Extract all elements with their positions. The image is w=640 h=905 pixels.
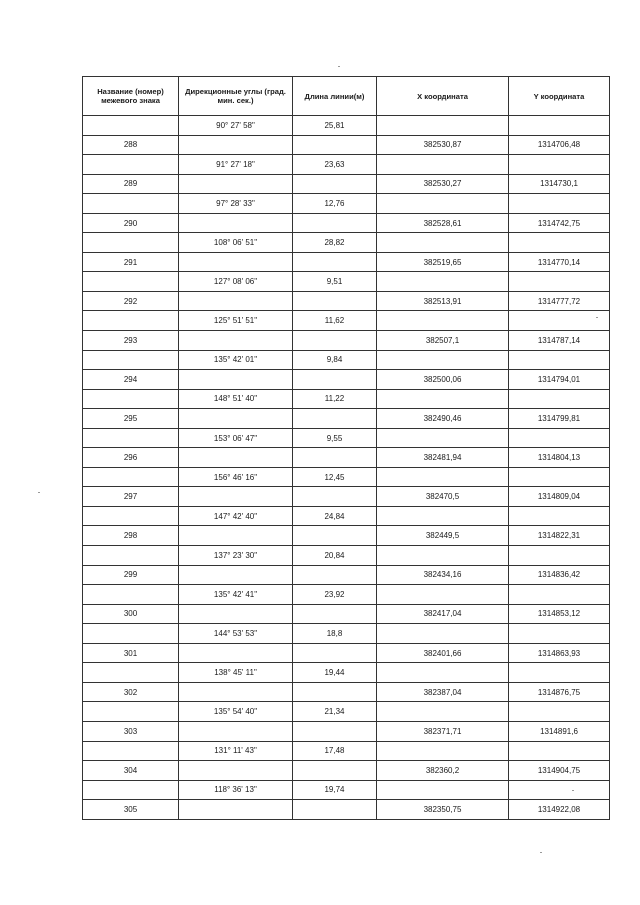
header-direction-angles: Дирекционные углы (град. мин. сек.)	[179, 77, 293, 116]
cell-boundary-mark: 292	[83, 291, 179, 311]
cell-x-coordinate	[377, 233, 509, 253]
cell-y-coordinate	[509, 389, 610, 409]
cell-y-coordinate: 1314876,75	[509, 682, 610, 702]
cell-y-coordinate: 1314787,14	[509, 331, 610, 351]
cell-y-coordinate	[509, 741, 610, 761]
cell-y-coordinate: 1314742,75	[509, 213, 610, 233]
cell-direction-angle	[179, 487, 293, 507]
cell-boundary-mark	[83, 624, 179, 644]
cell-direction-angle: 138° 45' 11"	[179, 663, 293, 683]
cell-x-coordinate: 382360,2	[377, 761, 509, 781]
table-row	[83, 409, 610, 429]
cell-line-length	[293, 721, 377, 741]
cell-line-length	[293, 331, 377, 351]
cell-line-length: 28,82	[293, 233, 377, 253]
cell-y-coordinate: 1314706,48	[509, 135, 610, 155]
table-row	[83, 213, 610, 233]
header-line-length: Длина линии(м)	[293, 77, 377, 116]
table-row	[83, 311, 610, 331]
table-row	[83, 585, 610, 605]
cell-direction-angle	[179, 252, 293, 272]
cell-boundary-mark	[83, 780, 179, 800]
cell-line-length: 23,63	[293, 155, 377, 175]
cell-boundary-mark	[83, 311, 179, 331]
table-row	[83, 272, 610, 292]
cell-y-coordinate: 1314799,81	[509, 409, 610, 429]
cell-line-length: 21,34	[293, 702, 377, 722]
cell-x-coordinate: 382350,75	[377, 800, 509, 820]
cell-direction-angle	[179, 565, 293, 585]
cell-x-coordinate	[377, 389, 509, 409]
cell-x-coordinate: 382401,66	[377, 643, 509, 663]
cell-x-coordinate	[377, 350, 509, 370]
cell-x-coordinate	[377, 467, 509, 487]
cell-x-coordinate	[377, 585, 509, 605]
coordinates-table	[82, 76, 610, 820]
table-row	[83, 487, 610, 507]
cell-direction-angle	[179, 409, 293, 429]
cell-boundary-mark	[83, 546, 179, 566]
cell-x-coordinate	[377, 272, 509, 292]
cell-line-length	[293, 213, 377, 233]
cell-y-coordinate: 1314794,01	[509, 370, 610, 390]
cell-y-coordinate	[509, 350, 610, 370]
cell-line-length: 19,44	[293, 663, 377, 683]
cell-y-coordinate	[509, 506, 610, 526]
cell-y-coordinate: 1314904,75	[509, 761, 610, 781]
table-row	[83, 663, 610, 683]
cell-direction-angle	[179, 800, 293, 820]
cell-direction-angle	[179, 526, 293, 546]
cell-y-coordinate	[509, 194, 610, 214]
cell-y-coordinate: 1314836,42	[509, 565, 610, 585]
cell-line-length	[293, 370, 377, 390]
cell-boundary-mark	[83, 702, 179, 722]
cell-boundary-mark: 288	[83, 135, 179, 155]
cell-x-coordinate: 382470,5	[377, 487, 509, 507]
cell-x-coordinate	[377, 194, 509, 214]
cell-line-length	[293, 643, 377, 663]
cell-line-length: 25,81	[293, 116, 377, 136]
cell-boundary-mark	[83, 741, 179, 761]
cell-direction-angle	[179, 135, 293, 155]
cell-line-length	[293, 604, 377, 624]
cell-line-length	[293, 487, 377, 507]
cell-x-coordinate: 382387,04	[377, 682, 509, 702]
cell-x-coordinate: 382449,5	[377, 526, 509, 546]
table-row	[83, 761, 610, 781]
cell-direction-angle: 97° 28' 33"	[179, 194, 293, 214]
cell-boundary-mark: 300	[83, 604, 179, 624]
cell-boundary-mark: 290	[83, 213, 179, 233]
cell-direction-angle	[179, 448, 293, 468]
cell-boundary-mark: 297	[83, 487, 179, 507]
cell-direction-angle: 118° 36' 13"	[179, 780, 293, 800]
cell-direction-angle: 108° 06' 51"	[179, 233, 293, 253]
table-row	[83, 721, 610, 741]
scan-speck	[38, 492, 40, 493]
cell-boundary-mark	[83, 663, 179, 683]
cell-line-length: 9,55	[293, 428, 377, 448]
table-row	[83, 370, 610, 390]
cell-boundary-mark	[83, 585, 179, 605]
cell-line-length: 17,48	[293, 741, 377, 761]
cell-x-coordinate: 382490,46	[377, 409, 509, 429]
cell-line-length	[293, 682, 377, 702]
cell-direction-angle	[179, 604, 293, 624]
cell-boundary-mark: 301	[83, 643, 179, 663]
cell-y-coordinate	[509, 780, 610, 800]
cell-boundary-mark: 289	[83, 174, 179, 194]
cell-boundary-mark: 293	[83, 331, 179, 351]
table-row	[83, 233, 610, 253]
table-row	[83, 643, 610, 663]
cell-boundary-mark	[83, 428, 179, 448]
cell-direction-angle: 144° 53' 53"	[179, 624, 293, 644]
cell-direction-angle: 153° 06' 47"	[179, 428, 293, 448]
cell-x-coordinate	[377, 311, 509, 331]
cell-line-length: 20,84	[293, 546, 377, 566]
cell-direction-angle	[179, 213, 293, 233]
table-row	[83, 780, 610, 800]
cell-line-length: 9,51	[293, 272, 377, 292]
table-row	[83, 448, 610, 468]
cell-y-coordinate: 1314822,31	[509, 526, 610, 546]
cell-line-length	[293, 291, 377, 311]
cell-boundary-mark	[83, 350, 179, 370]
cell-line-length: 18,8	[293, 624, 377, 644]
cell-direction-angle: 135° 54' 40"	[179, 702, 293, 722]
cell-x-coordinate: 382500,06	[377, 370, 509, 390]
table-row	[83, 682, 610, 702]
cell-x-coordinate	[377, 741, 509, 761]
table-row	[83, 604, 610, 624]
cell-x-coordinate: 382481,94	[377, 448, 509, 468]
cell-line-length: 12,76	[293, 194, 377, 214]
cell-line-length	[293, 526, 377, 546]
cell-line-length	[293, 135, 377, 155]
cell-line-length	[293, 800, 377, 820]
cell-x-coordinate: 382434,16	[377, 565, 509, 585]
cell-x-coordinate: 382371,71	[377, 721, 509, 741]
table-row	[83, 526, 610, 546]
cell-direction-angle	[179, 721, 293, 741]
cell-x-coordinate	[377, 116, 509, 136]
coordinates-table-body	[83, 77, 610, 820]
cell-y-coordinate: 1314777,72	[509, 291, 610, 311]
cell-y-coordinate	[509, 233, 610, 253]
cell-y-coordinate	[509, 467, 610, 487]
table-row	[83, 428, 610, 448]
cell-direction-angle: 137° 23' 30"	[179, 546, 293, 566]
cell-boundary-mark: 299	[83, 565, 179, 585]
cell-x-coordinate	[377, 506, 509, 526]
cell-y-coordinate: 1314891,6	[509, 721, 610, 741]
table-row	[83, 350, 610, 370]
cell-direction-angle	[179, 174, 293, 194]
cell-direction-angle	[179, 643, 293, 663]
cell-x-coordinate: 382530,87	[377, 135, 509, 155]
cell-x-coordinate	[377, 428, 509, 448]
cell-line-length: 24,84	[293, 506, 377, 526]
cell-y-coordinate	[509, 624, 610, 644]
cell-x-coordinate	[377, 546, 509, 566]
cell-direction-angle: 156° 46' 16"	[179, 467, 293, 487]
cell-boundary-mark: 304	[83, 761, 179, 781]
cell-direction-angle	[179, 761, 293, 781]
cell-line-length	[293, 761, 377, 781]
cell-direction-angle: 91° 27' 18"	[179, 155, 293, 175]
cell-y-coordinate: 1314770,14	[509, 252, 610, 272]
scan-speck	[540, 852, 542, 853]
cell-line-length: 23,92	[293, 585, 377, 605]
cell-direction-angle: 125° 51' 51"	[179, 311, 293, 331]
scan-speck	[338, 66, 340, 67]
table-row	[83, 155, 610, 175]
cell-line-length	[293, 409, 377, 429]
cell-line-length: 9,84	[293, 350, 377, 370]
table-row	[83, 291, 610, 311]
cell-y-coordinate: 1314863,93	[509, 643, 610, 663]
cell-line-length: 11,22	[293, 389, 377, 409]
cell-x-coordinate	[377, 663, 509, 683]
cell-line-length	[293, 252, 377, 272]
cell-y-coordinate: 1314809,04	[509, 487, 610, 507]
cell-x-coordinate: 382417,04	[377, 604, 509, 624]
table-row	[83, 174, 610, 194]
cell-x-coordinate	[377, 624, 509, 644]
cell-y-coordinate	[509, 702, 610, 722]
table-row	[83, 506, 610, 526]
cell-x-coordinate: 382519,65	[377, 252, 509, 272]
table-header-row	[83, 77, 610, 116]
cell-x-coordinate: 382528,61	[377, 213, 509, 233]
cell-boundary-mark	[83, 272, 179, 292]
cell-x-coordinate	[377, 780, 509, 800]
cell-boundary-mark: 305	[83, 800, 179, 820]
table-row	[83, 702, 610, 722]
cell-boundary-mark: 302	[83, 682, 179, 702]
table-row	[83, 741, 610, 761]
cell-x-coordinate	[377, 155, 509, 175]
cell-boundary-mark: 303	[83, 721, 179, 741]
table-row	[83, 546, 610, 566]
cell-boundary-mark: 294	[83, 370, 179, 390]
table-row	[83, 389, 610, 409]
cell-y-coordinate: 1314804,13	[509, 448, 610, 468]
cell-boundary-mark	[83, 233, 179, 253]
header-boundary-mark: Название (номер) межевого знака	[83, 77, 179, 116]
cell-y-coordinate	[509, 428, 610, 448]
cell-direction-angle: 90° 27' 58"	[179, 116, 293, 136]
cell-direction-angle	[179, 682, 293, 702]
cell-boundary-mark	[83, 467, 179, 487]
table-row	[83, 116, 610, 136]
cell-boundary-mark: 298	[83, 526, 179, 546]
cell-direction-angle: 127° 08' 06"	[179, 272, 293, 292]
cell-direction-angle: 135° 42' 01"	[179, 350, 293, 370]
cell-boundary-mark: 291	[83, 252, 179, 272]
header-y-coordinate: Y координата	[509, 77, 610, 116]
table-row	[83, 467, 610, 487]
cell-y-coordinate	[509, 311, 610, 331]
cell-x-coordinate: 382513,91	[377, 291, 509, 311]
cell-x-coordinate	[377, 702, 509, 722]
cell-boundary-mark	[83, 389, 179, 409]
cell-boundary-mark	[83, 155, 179, 175]
cell-line-length: 19,74	[293, 780, 377, 800]
cell-boundary-mark	[83, 506, 179, 526]
table-row	[83, 135, 610, 155]
cell-line-length	[293, 448, 377, 468]
table-row	[83, 624, 610, 644]
cell-line-length	[293, 565, 377, 585]
cell-boundary-mark: 295	[83, 409, 179, 429]
cell-boundary-mark	[83, 194, 179, 214]
cell-x-coordinate: 382507,1	[377, 331, 509, 351]
cell-boundary-mark: 296	[83, 448, 179, 468]
cell-direction-angle	[179, 291, 293, 311]
table-row	[83, 252, 610, 272]
header-x-coordinate: Х координата	[377, 77, 509, 116]
cell-y-coordinate	[509, 155, 610, 175]
cell-direction-angle: 148° 51' 40"	[179, 389, 293, 409]
cell-y-coordinate: 1314922,08	[509, 800, 610, 820]
table-row	[83, 331, 610, 351]
cell-line-length: 12,45	[293, 467, 377, 487]
cell-direction-angle: 147° 42' 40"	[179, 506, 293, 526]
cell-line-length	[293, 174, 377, 194]
cell-y-coordinate	[509, 272, 610, 292]
cell-y-coordinate	[509, 663, 610, 683]
cell-direction-angle	[179, 370, 293, 390]
cell-line-length: 11,62	[293, 311, 377, 331]
cell-direction-angle: 135° 42' 41"	[179, 585, 293, 605]
table-row	[83, 800, 610, 820]
cell-y-coordinate: 1314853,12	[509, 604, 610, 624]
cell-x-coordinate: 382530,27	[377, 174, 509, 194]
cell-y-coordinate	[509, 546, 610, 566]
cell-y-coordinate	[509, 116, 610, 136]
table-row	[83, 565, 610, 585]
cell-y-coordinate	[509, 585, 610, 605]
table-row	[83, 194, 610, 214]
cell-direction-angle: 131° 11' 43"	[179, 741, 293, 761]
cell-y-coordinate: 1314730,1	[509, 174, 610, 194]
cell-boundary-mark	[83, 116, 179, 136]
cell-direction-angle	[179, 331, 293, 351]
